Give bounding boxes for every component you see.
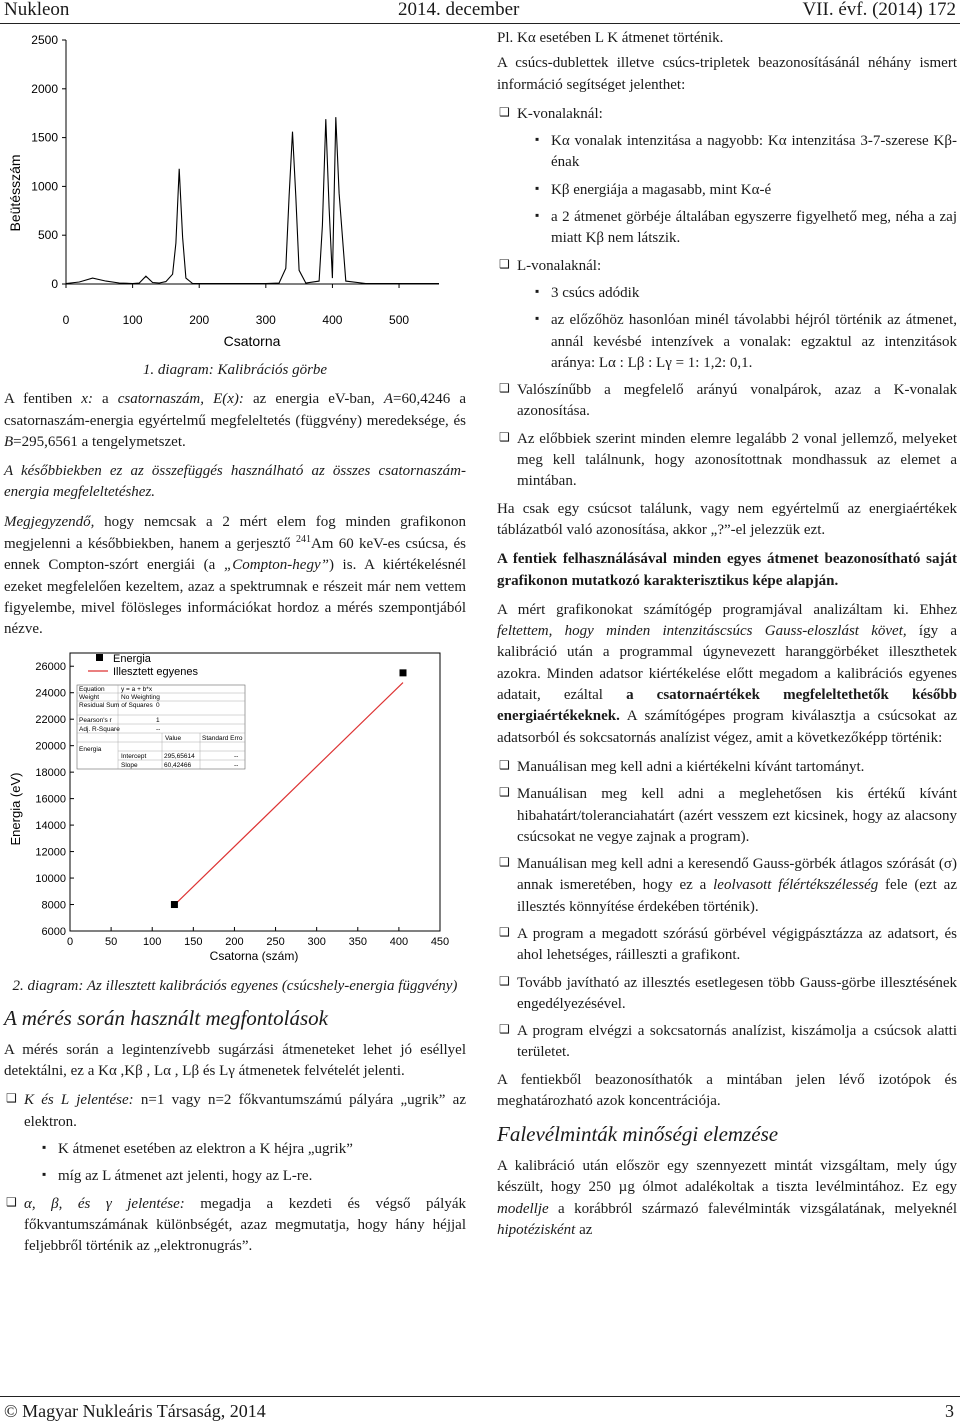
svg-text:Equation: Equation: [79, 685, 105, 693]
journal-name: Nukleon: [4, 0, 70, 20]
list-item: ❑ K-vonalaknál:: [499, 104, 603, 122]
chart2-ytick-label: 18000: [35, 766, 66, 779]
chart2-xtick-label: 400: [389, 935, 409, 948]
svg-text:1: 1: [156, 716, 160, 724]
svg-text:Energia: Energia: [79, 745, 102, 753]
chart2-xtick-label: 50: [104, 935, 118, 948]
chart2-ytick-label: 16000: [35, 793, 66, 806]
volume-info: VII. évf. (2014) 172: [802, 0, 956, 20]
list-item: ▪ a 2 átmenet görbéje általában egyszerre figyelhető meg, néha a zaj miatt Kβ nem látszik.: [535, 208, 957, 247]
paragraph-bold: A fentiek felhasználásával minden egyes átmenet beazonosítható saját grafikonon mutatkozó karakterisztikus képe alapján.: [497, 551, 957, 589]
example-line: Pl. Kα esetében L K átmenet történik.: [497, 30, 724, 46]
page-header: [0, 0, 960, 24]
svg-text:Pearson's r: Pearson's r: [79, 716, 112, 724]
list-item: ❑ A program elvégzi a sokcsatornás analízist, kiszámolja a csúcsok alatti területet.: [499, 1022, 957, 1061]
list-item: ❑ Tovább javítható az illesztés esetlegesen több Gauss-görbe illesztésének engedélyezésével.: [499, 973, 957, 1012]
calibration-spectrum-chart: [4, 28, 466, 358]
chart2-xtick-label: 200: [225, 935, 244, 948]
list-item: ▪ Kα vonalak intenzitása a nagyobb: Kα intenzitása 3-7-szerese Kβ-énak: [535, 132, 957, 171]
chart2-caption: 2. diagram: Az illesztett kalibrációs egyenes (csúcshely-energia függvény): [12, 977, 458, 994]
chart2-xtick-label: 250: [266, 935, 285, 948]
chart2-xtick-label: 350: [348, 935, 367, 948]
chart2-ylabel: Energia (eV): [8, 772, 23, 846]
svg-text:--: --: [234, 761, 239, 769]
section-heading-leaf: Falevélminták minőségi elemzése: [497, 1122, 779, 1147]
chart1-caption: 1. diagram: Kalibrációs görbe: [142, 362, 328, 378]
svg-text:295,65614: 295,65614: [164, 752, 195, 760]
chart2-ytick-label: 22000: [35, 713, 66, 726]
data-point: [171, 901, 178, 908]
list-item: ❑ Manuálisan meg kell adni a meglehetősen kis értékű kívánt hibahatárt/toleranciahatárt (azért vesszem ezt kicsinek, hogy az alacsony csúcsokat ne vegye zajnak a program).: [499, 785, 957, 845]
list-item: ❑ α, β, és γ jelentése: megadja a kezdeti és végső pályák főkvantumszámának különbségét, azaz megmutatja, hogy hány héjjal feljebbről történik az „elektronugrás”.: [6, 1194, 467, 1255]
list-item: ❑ Manuálisan meg kell adni a keresendő Gauss-görbék átlagos szórását (σ) annak ismeretében, hogy ez a leolvasott félértékszélesség fele (ezt az illesztés könnyítése érdekében történik).: [499, 855, 957, 915]
svg-text:Slope: Slope: [121, 761, 138, 769]
chart2-xtick-label: 450: [430, 935, 450, 948]
chart1-ytick-label: 500: [37, 228, 58, 243]
chart2-xtick-label: 300: [307, 935, 326, 948]
svg-text:Standard Erro: Standard Erro: [202, 734, 243, 742]
list-item: ▪ K átmenet esetében az elektron a K héjra „ugrik”: [42, 1140, 353, 1158]
list-item: ❑ K és L jelentése: n=1 vagy n=2 főkvantumszámú pályára „ugrik” az elektron.: [6, 1091, 466, 1130]
legend-energia: Energia: [113, 652, 151, 665]
svg-text:Residual Sum of Squares: Residual Sum of Squares: [79, 701, 153, 709]
svg-text:Weight: Weight: [79, 693, 100, 701]
paragraph-leaf: A kalibráció után először egy szennyezett mintát vizsgáltam, mely úgy készült, hogy 250 µg ólmot adalékoltak a tiszta levélmintához. Ez egy modellje a korábbról származó falevélminták vizsgálatának, melyeknél hipotézisként az: [497, 1158, 957, 1239]
list-item: ▪ míg az L átmenet azt jelenti, hogy az L-re.: [42, 1167, 313, 1185]
chart2-ytick-label: 24000: [35, 687, 66, 700]
svg-text:Adj. R-Square: Adj. R-Square: [79, 725, 120, 733]
list-item: ▪ 3 csúcs adódik: [535, 283, 640, 301]
chart1-ytick-label: 1500: [31, 130, 58, 145]
svg-text:Intercept: Intercept: [121, 752, 147, 760]
list-item: ❑ Manuálisan meg kell adni a kiértékelni kívánt tartományt.: [499, 757, 865, 775]
issue-date: 2014. december: [398, 0, 520, 20]
list-item: ❑ A program a megadott szórású görbével végigpásztázza az adatsort, és ahol lehetséges, ráilleszti a grafikont.: [499, 924, 957, 964]
right-column: [497, 28, 957, 1249]
section-heading-considerations: A mérés során használt megfontolások: [4, 1006, 328, 1031]
chart2-xtick-label: 150: [184, 935, 203, 948]
chart2-xtick-label: 0: [66, 935, 74, 948]
chart1-xtick-label: 100: [122, 313, 143, 327]
chart1-ytick-label: 0: [51, 277, 58, 291]
chart1-xtick-label: 500: [389, 313, 410, 327]
chart1-ytick-label: 2000: [31, 81, 58, 96]
chart1-xtick-label: 400: [322, 313, 343, 327]
paragraph-conclusion: A fentiekből beazonosíthatók a mintában jelen lévő izotópok és meghatározható azok koncentrációja.: [497, 1071, 957, 1110]
chart2-ytick-label: 6000: [41, 925, 66, 938]
chart1-xtick-label: 0: [62, 313, 70, 327]
svg-text:y = a + b*x: y = a + b*x: [121, 685, 153, 693]
chart2-ytick-label: 10000: [35, 872, 66, 885]
chart2-ytick-label: 8000: [41, 899, 66, 912]
svg-text:Value: Value: [165, 734, 182, 742]
fit-table: [77, 685, 245, 769]
list-item: ▪ Kβ energiája a magasabb, mint Kα-é: [535, 180, 772, 198]
chart2-ytick-label: 12000: [35, 846, 66, 859]
data-point: [400, 669, 407, 676]
svg-text:No Weighting: No Weighting: [121, 693, 160, 701]
svg-text:0: 0: [156, 701, 160, 709]
list-item: ❑ L-vonalaknál:: [499, 256, 602, 274]
spectrum-line: [66, 117, 439, 283]
list-item: ❑ Valószínűbb a megfelelő arányú vonalpárok, azaz a K-vonalak azonosítása.: [499, 381, 957, 420]
svg-text:60,42466: 60,42466: [164, 761, 192, 769]
paragraph-usage: A későbbiekben ez az összefüggés használható az összes csatornaszám-energia megfeleltetéshez.: [4, 463, 466, 501]
svg-text:--: --: [234, 752, 239, 760]
left-column: [4, 28, 466, 1264]
chart1-xtick-label: 200: [189, 313, 210, 327]
chart1-ytick-label: 2500: [31, 33, 58, 47]
paragraph-transitions: A mérés során a legintenzívebb sugárzási átmeneteket lehet jó eséllyel detektálni, ez a Kα ,Kβ , Lα , Lβ és Lγ átmenetek felvételét jelenti.: [4, 1041, 466, 1080]
legend-marker-energia: [96, 654, 103, 661]
list-item: ❑ Az előbbiek szerint minden elemre legalább 2 vonal jellemző, melyeket meg kell találnunk, hogy azonosítottnak mondhassuk az elemet a mintában.: [499, 429, 957, 490]
page-footer: [0, 1396, 960, 1426]
legend-fit: Illesztett egyenes: [113, 665, 198, 678]
list-item: ▪ az előzőhöz hasonlóan minél távolabbi héjról történik az átmenet, annál kevésbé intenzívek a vonalak: egzaktul az intenzitások aránya: Lα : Lβ : Lγ = 1: 1,2: 0,1.: [535, 311, 957, 371]
paragraph-single-peak: Ha csak egy csúcsot találunk, vagy nem egyértelmű az energiaértékek táblázatból való azonosítása, akkor „?”-el jelezzük ezt.: [497, 500, 957, 538]
chart2-ytick-label: 14000: [35, 819, 66, 832]
chart2-ytick-label: 26000: [35, 660, 66, 673]
chart1-xlabel: Csatorna: [223, 333, 281, 349]
chart2-ytick-label: 20000: [35, 740, 66, 753]
copyright: © Magyar Nukleáris Társaság, 2014: [4, 1401, 266, 1421]
paragraph-analysis: A mért grafikonokat számítógép programjával analizáltam ki. Ehhez feltettem, hogy minden intenzitáscsúcs Gauss-eloszlást követ, így a kalibráció után a programmal úgynevezett haranggörbéket illeszthetek azokra. Minden adatsor kiértékelése előtt megadom a kalibrációs egyenes adatait, ezáltal a csatornaértékek megfeleltethetők később energiaértékeknek. A számítógépes program kiválasztja a csúcsokat az adatsorból és sokcsatornás analízist végez, amit a következőképp történik:: [497, 601, 958, 746]
svg-text:--: --: [156, 725, 161, 733]
chart1-ytick-label: 1000: [31, 179, 58, 194]
page-number: 3: [945, 1401, 954, 1421]
paragraph-doublets: A csúcs-dublettek illetve csúcs-tripletek beazonosításánál néhány ismert információ segítséget jelenthet:: [497, 55, 957, 93]
calibration-fit-chart: [4, 649, 466, 979]
chart2-xlabel: Csatorna (szám): [209, 948, 299, 963]
chart1-ylabel: Beütésszám: [7, 154, 23, 232]
chart1-xtick-label: 300: [255, 313, 276, 327]
paragraph-formula: A fentiben x: a csatornaszám, E(x): az energia eV-ban, A=60,4246 a csatornaszám-energia egyértelmű megfeleltetés (függvény) meredeksége, és B=295,6561 a tengelymetszet.: [4, 391, 466, 450]
chart2-xtick-label: 100: [143, 935, 162, 948]
paragraph-note: Megjegyzendő, hogy nemcsak a 2 mért elem fog minden grafikonon megjelenni a későbbiekben, hanem a gerjesztő $^{241}$Am 60 keV-es csúcsa, és ennek Compton-szórt energiái (a „Compton-hegy”) is. A kiértékelésnél ezeket megfelelően kezeltem, azaz a spektrumnak e részeit már nem vettem figyelembe, mivel fölösleges információkat hordoz a mérés szempontjából nézve.: [4, 513, 467, 638]
